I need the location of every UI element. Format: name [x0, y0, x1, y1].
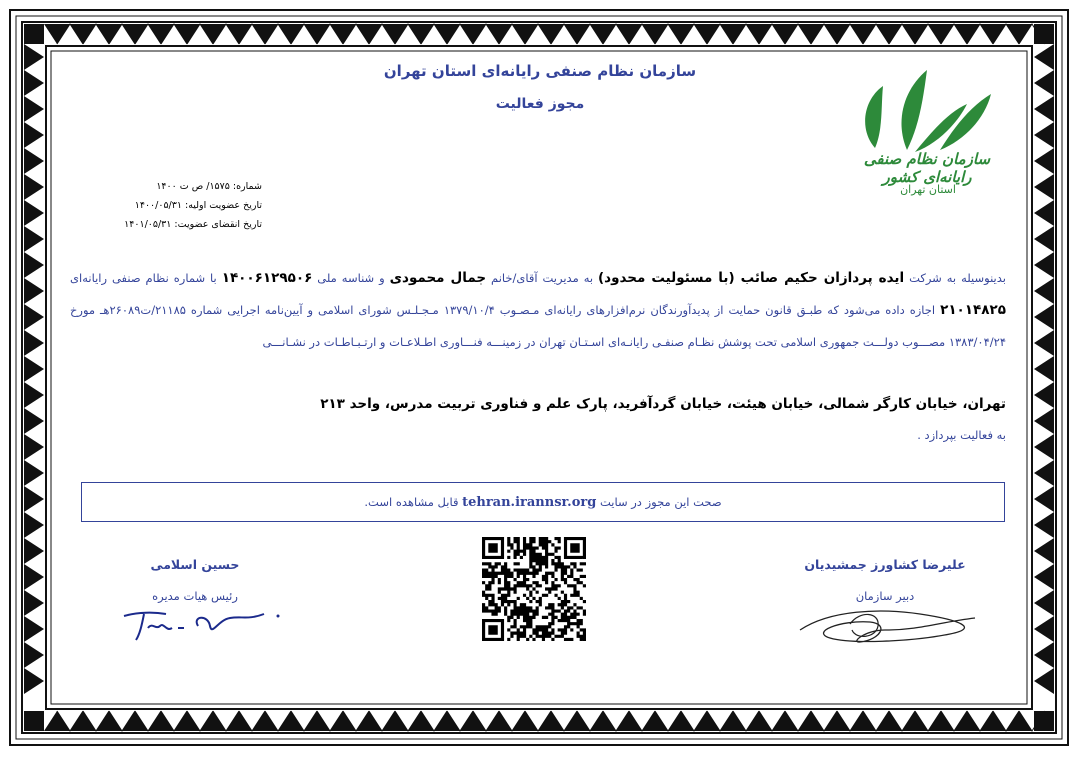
body-text-3: و شناسه ملی [312, 271, 390, 285]
verification-text-before: صحت این مجوز در سایت [596, 494, 722, 509]
national-id: ۱۴۰۰۶۱۲۹۵۰۶ [221, 270, 313, 286]
secretary-signature-icon [790, 600, 990, 650]
document-title: مجوز فعالیت [495, 96, 585, 112]
logo-script-text: سازمان نظام صنفی رایانه‌ای کشور [863, 150, 991, 186]
secretary-name: علیرضا کشاورز جمشیدیان [804, 557, 966, 572]
closing-text: به فعالیت بپردازد . [917, 428, 1006, 442]
logo-province: استان تهران [900, 183, 956, 196]
verification-box [81, 482, 1005, 522]
membership-expiry-date: تاریخ انقضای عضویت: ۱۴۰۱/۰۵/۳۱ [124, 219, 262, 230]
verification-text-after: قابل مشاهده است. [364, 494, 463, 509]
guild-number: ۲۱۰۱۴۸۲۵ [940, 302, 1006, 318]
first-membership-date: تاریخ عضویت اولیه: ۱۴۰۰/۰۵/۳۱ [134, 200, 262, 211]
organization-title: سازمان نظام صنفی رایانه‌ای استان تهران [383, 62, 697, 80]
body-text-1: بدینوسیله به شرکت [904, 271, 1006, 285]
verification-qr-code[interactable] [482, 537, 586, 641]
leaf-emblem-icon [845, 60, 1005, 155]
document-meta [62, 177, 262, 234]
company-name: ایده پردازان حکیم صائب (با مسئولیت محدود) [598, 270, 905, 286]
verification-site-link[interactable]: tehran.irannsr.org [462, 494, 597, 510]
body-text-5: اجازه داده می‌شود که طبـق قانون حمایت از پدیدآورندگان نرم‌افزارهای رایانه‌ای مـصـوب ۱۳۷۹/۱۰/۴ مـجـلـس شورای اسلامی و آیین‌نامه اجرایی شماره ۲۱۱۸۵/ت۲۶۰۸۹هـ مورخ ۱۳۸۳/۰۴/۲۴ مصـــوب دولـــت جمهوری اسلامی تحت پوشش نظـام صنفـی رایانـه‌ای اسـتـان تهران در زمینـــه فنـــاوری اطـلاعـات و ارتـبـاطـات در نشـانـــی [70, 303, 1006, 349]
secretary-title: دبیر سازمان [855, 589, 915, 603]
board-chairman-signature-icon [118, 606, 288, 646]
board-chairman-name: حسین اسلامی [150, 557, 240, 572]
manager-name: جمال محمودی [389, 270, 487, 286]
license-body [70, 262, 1006, 358]
document-number: شماره: ۱۵۷۵/ ص ت ۱۴۰۰ [156, 181, 262, 192]
board-chairman-title: رئیس هیات مدیره [152, 589, 238, 603]
verification-text [364, 495, 721, 510]
body-text-4: با شماره نظام صنفی رایانه‌ای [70, 271, 222, 285]
company-address: تهران، خیابان کارگر شمالی، خیابان هیئت، خیابان گردآفرید، پارک علم و فناوری تربیت مدرس، واحد ۲۱۳ [320, 396, 1006, 412]
body-text-2: به مدیریت آقای/خانم [486, 271, 599, 285]
